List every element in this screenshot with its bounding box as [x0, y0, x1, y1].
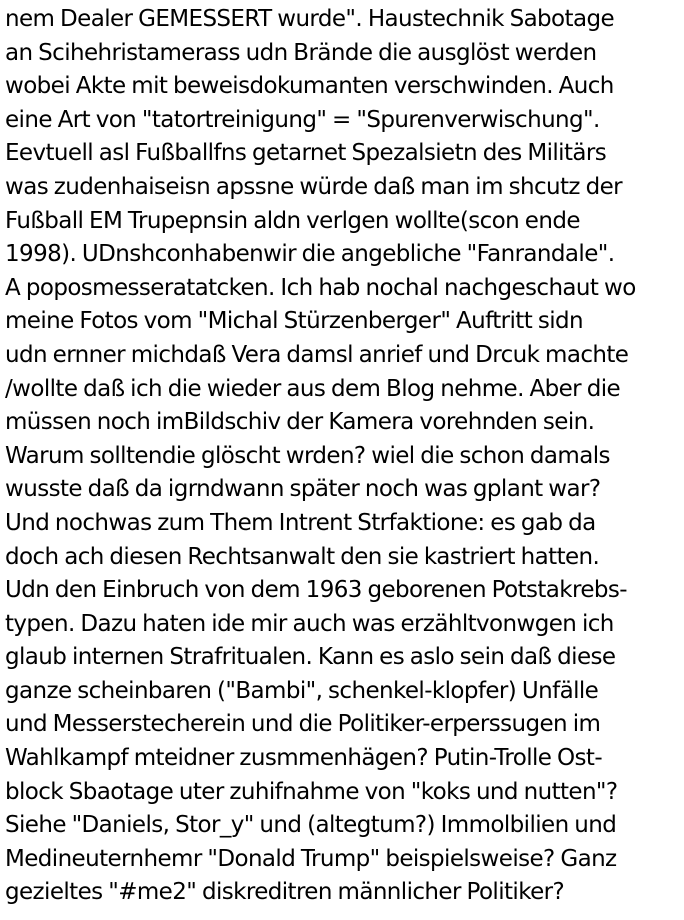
text-line: müssen noch imBildschiv der Kamera vorehnden sein.	[5, 409, 595, 436]
body-text	[5, 3, 681, 910]
text-line: Medineuternhemr "Donald Trump" beispielsweise? Ganz	[5, 845, 617, 872]
text-line: Siehe "Daniels, Stor_y" und (altegtum?) Immolbilien und	[5, 812, 617, 839]
text-line: eine Art von "tatortreinigung" = "Spurenverwischung".	[5, 106, 600, 133]
text-line: Udn den Einbruch von dem 1963 geborenen Potstakrebs-	[5, 577, 627, 604]
text-line: Eevtuell asl Fußballfns getarnet Spezalsietn des Militärs	[5, 140, 607, 167]
text-line: was zudenhaiseisn apssne würde daß man im shcutz der	[5, 173, 623, 200]
text-line: meine Fotos vom "Michal Stürzenberger" Auftritt sidn	[5, 308, 583, 335]
text-line: Und nochwas zum Them Intrent Strfaktione: es gab da	[5, 509, 596, 536]
text-line: typen. Dazu haten ide mir auch was erzähltvonwgen ich	[5, 610, 614, 637]
text-line: Warum solltendie glöscht wrden? wiel die schon damals	[5, 442, 610, 469]
text-line: block Sbaotage uter zuhifnahme von "koks und nutten"?	[5, 778, 618, 805]
text-line: A poposmesseratatcken. Ich hab nochal nachgeschaut wo	[5, 274, 636, 301]
text-line: udn ernner michdaß Vera damsl anrief und Drcuk machte	[5, 341, 629, 368]
text-line: glaub internen Strafritualen. Kann es aslo sein daß diese	[5, 644, 616, 671]
text-line: wusste daß da igrndwann später noch was gplant war?	[5, 476, 601, 503]
text-line: Fußball EM Trupepnsin aldn verlgen wollte(scon ende	[5, 207, 580, 234]
text-line: Wahlkampf mteidner zusmmenhägen? Putin-Trolle Ost-	[5, 745, 603, 772]
text-line: und Messerstecherein und die Politiker-erperssugen im	[5, 711, 601, 738]
text-line: /wollte daß ich die wieder aus dem Blog nehme. Aber die	[5, 375, 621, 402]
text-line: 1998). UDnshconhabenwir die angebliche "Fanrandale".	[5, 241, 615, 268]
text-line: wobei Akte mit beweisdokumanten verschwinden. Auch	[5, 73, 614, 100]
text-line: gezieltes "#me2" diskreditren männlicher Politiker?	[5, 879, 565, 906]
text-line: doch ach diesen Rechtsanwalt den sie kastriert hatten.	[5, 543, 600, 570]
text-line: ganze scheinbaren ("Bambi", schenkel-klopfer) Unfälle	[5, 677, 599, 704]
text-line: nem Dealer GEMESSERT wurde". Haustechnik Sabotage	[5, 6, 614, 32]
text-line: an Scihehristamerass udn Brände die ausglöst werden	[5, 39, 597, 66]
